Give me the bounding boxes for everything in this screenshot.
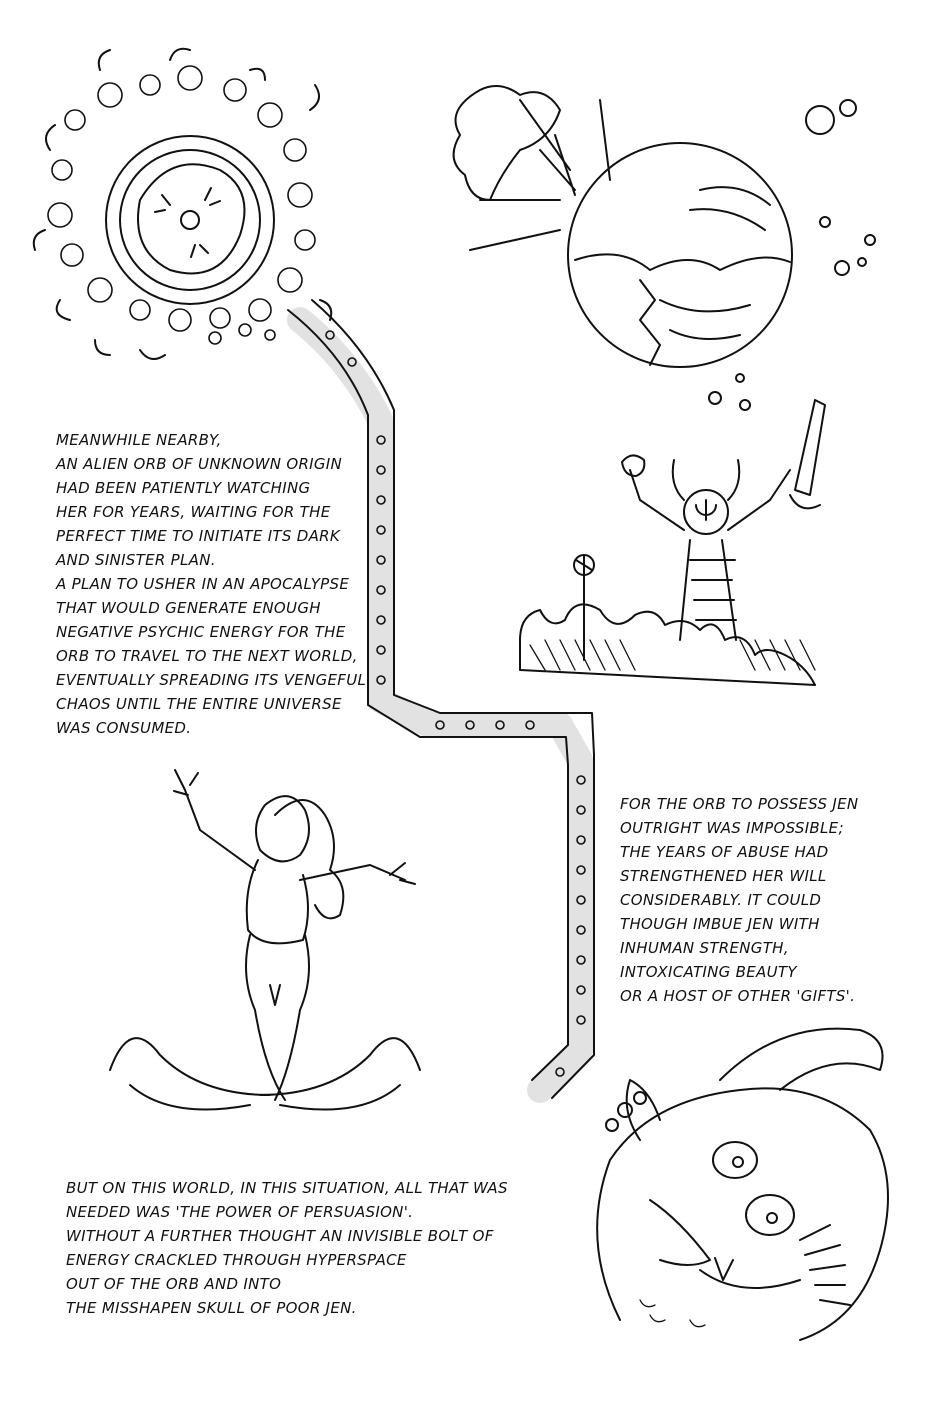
caption-possess-jen [620, 792, 858, 1008]
alien-orb-illustration [34, 49, 332, 359]
caption-line: INTOXICATING BEAUTY [620, 963, 797, 981]
caption-line: STRENGTHENED HER WILL [620, 867, 827, 885]
caption-line: HAD BEEN PATIENTLY WATCHING [56, 479, 311, 497]
caption-line: CHAOS UNTIL THE ENTIRE UNIVERSE [56, 695, 342, 713]
caption-line: ORB TO TRAVEL TO THE NEXT WORLD, [56, 647, 358, 665]
caption-line: NEGATIVE PSYCHIC ENERGY FOR THE [56, 623, 346, 641]
caption-persuasion [66, 1176, 508, 1320]
caption-line: WITHOUT A FURTHER THOUGHT AN INVISIBLE BOLT OF [66, 1227, 494, 1245]
woman-illustration [110, 770, 420, 1110]
caption-line: A PLAN TO USHER IN AN APOCALYPSE [56, 575, 350, 593]
caption-line: PERFECT TIME TO INITIATE ITS DARK [56, 527, 341, 545]
caption-line: WAS CONSUMED. [56, 719, 192, 737]
caption-line: FOR THE ORB TO POSSESS JEN [620, 795, 859, 813]
caption-line: ENERGY CRACKLED THROUGH HYPERSPACE [66, 1251, 407, 1269]
caption-line: THE MISSHAPEN SKULL OF POOR JEN. [66, 1299, 357, 1317]
caption-line: INHUMAN STRENGTH, [620, 939, 789, 957]
caption-line: OUT OF THE ORB AND INTO [66, 1275, 282, 1293]
caption-line: NEEDED WAS 'THE POWER OF PERSUASION'. [66, 1203, 414, 1221]
horned-warrior-illustration [520, 400, 825, 685]
caption-line: THOUGH IMBUE JEN WITH [620, 915, 820, 933]
caption-line: CONSIDERABLY. IT COULD [620, 891, 822, 909]
caption-line: THE YEARS OF ABUSE HAD [620, 843, 829, 861]
caption-line: OR A HOST OF OTHER 'GIFTS'. [620, 987, 856, 1005]
caption-line: MEANWHILE NEARBY, [56, 431, 222, 449]
caption-line: HER FOR YEARS, WAITING FOR THE [56, 503, 331, 521]
caption-line: OUTRIGHT WAS IMPOSSIBLE; [620, 819, 844, 837]
horned-creature-illustration [597, 1029, 888, 1340]
caption-alien-orb [56, 428, 366, 740]
caption-line: THAT WOULD GENERATE ENOUGH [56, 599, 321, 617]
caption-line: AN ALIEN ORB OF UNKNOWN ORIGIN [56, 455, 343, 473]
caption-line: EVENTUALLY SPREADING ITS VENGEFUL [56, 671, 367, 689]
exploding-planet-illustration [454, 86, 875, 410]
caption-line: BUT ON THIS WORLD, IN THIS SITUATION, ALL THAT WAS [66, 1179, 508, 1197]
caption-line: AND SINISTER PLAN. [56, 551, 216, 569]
